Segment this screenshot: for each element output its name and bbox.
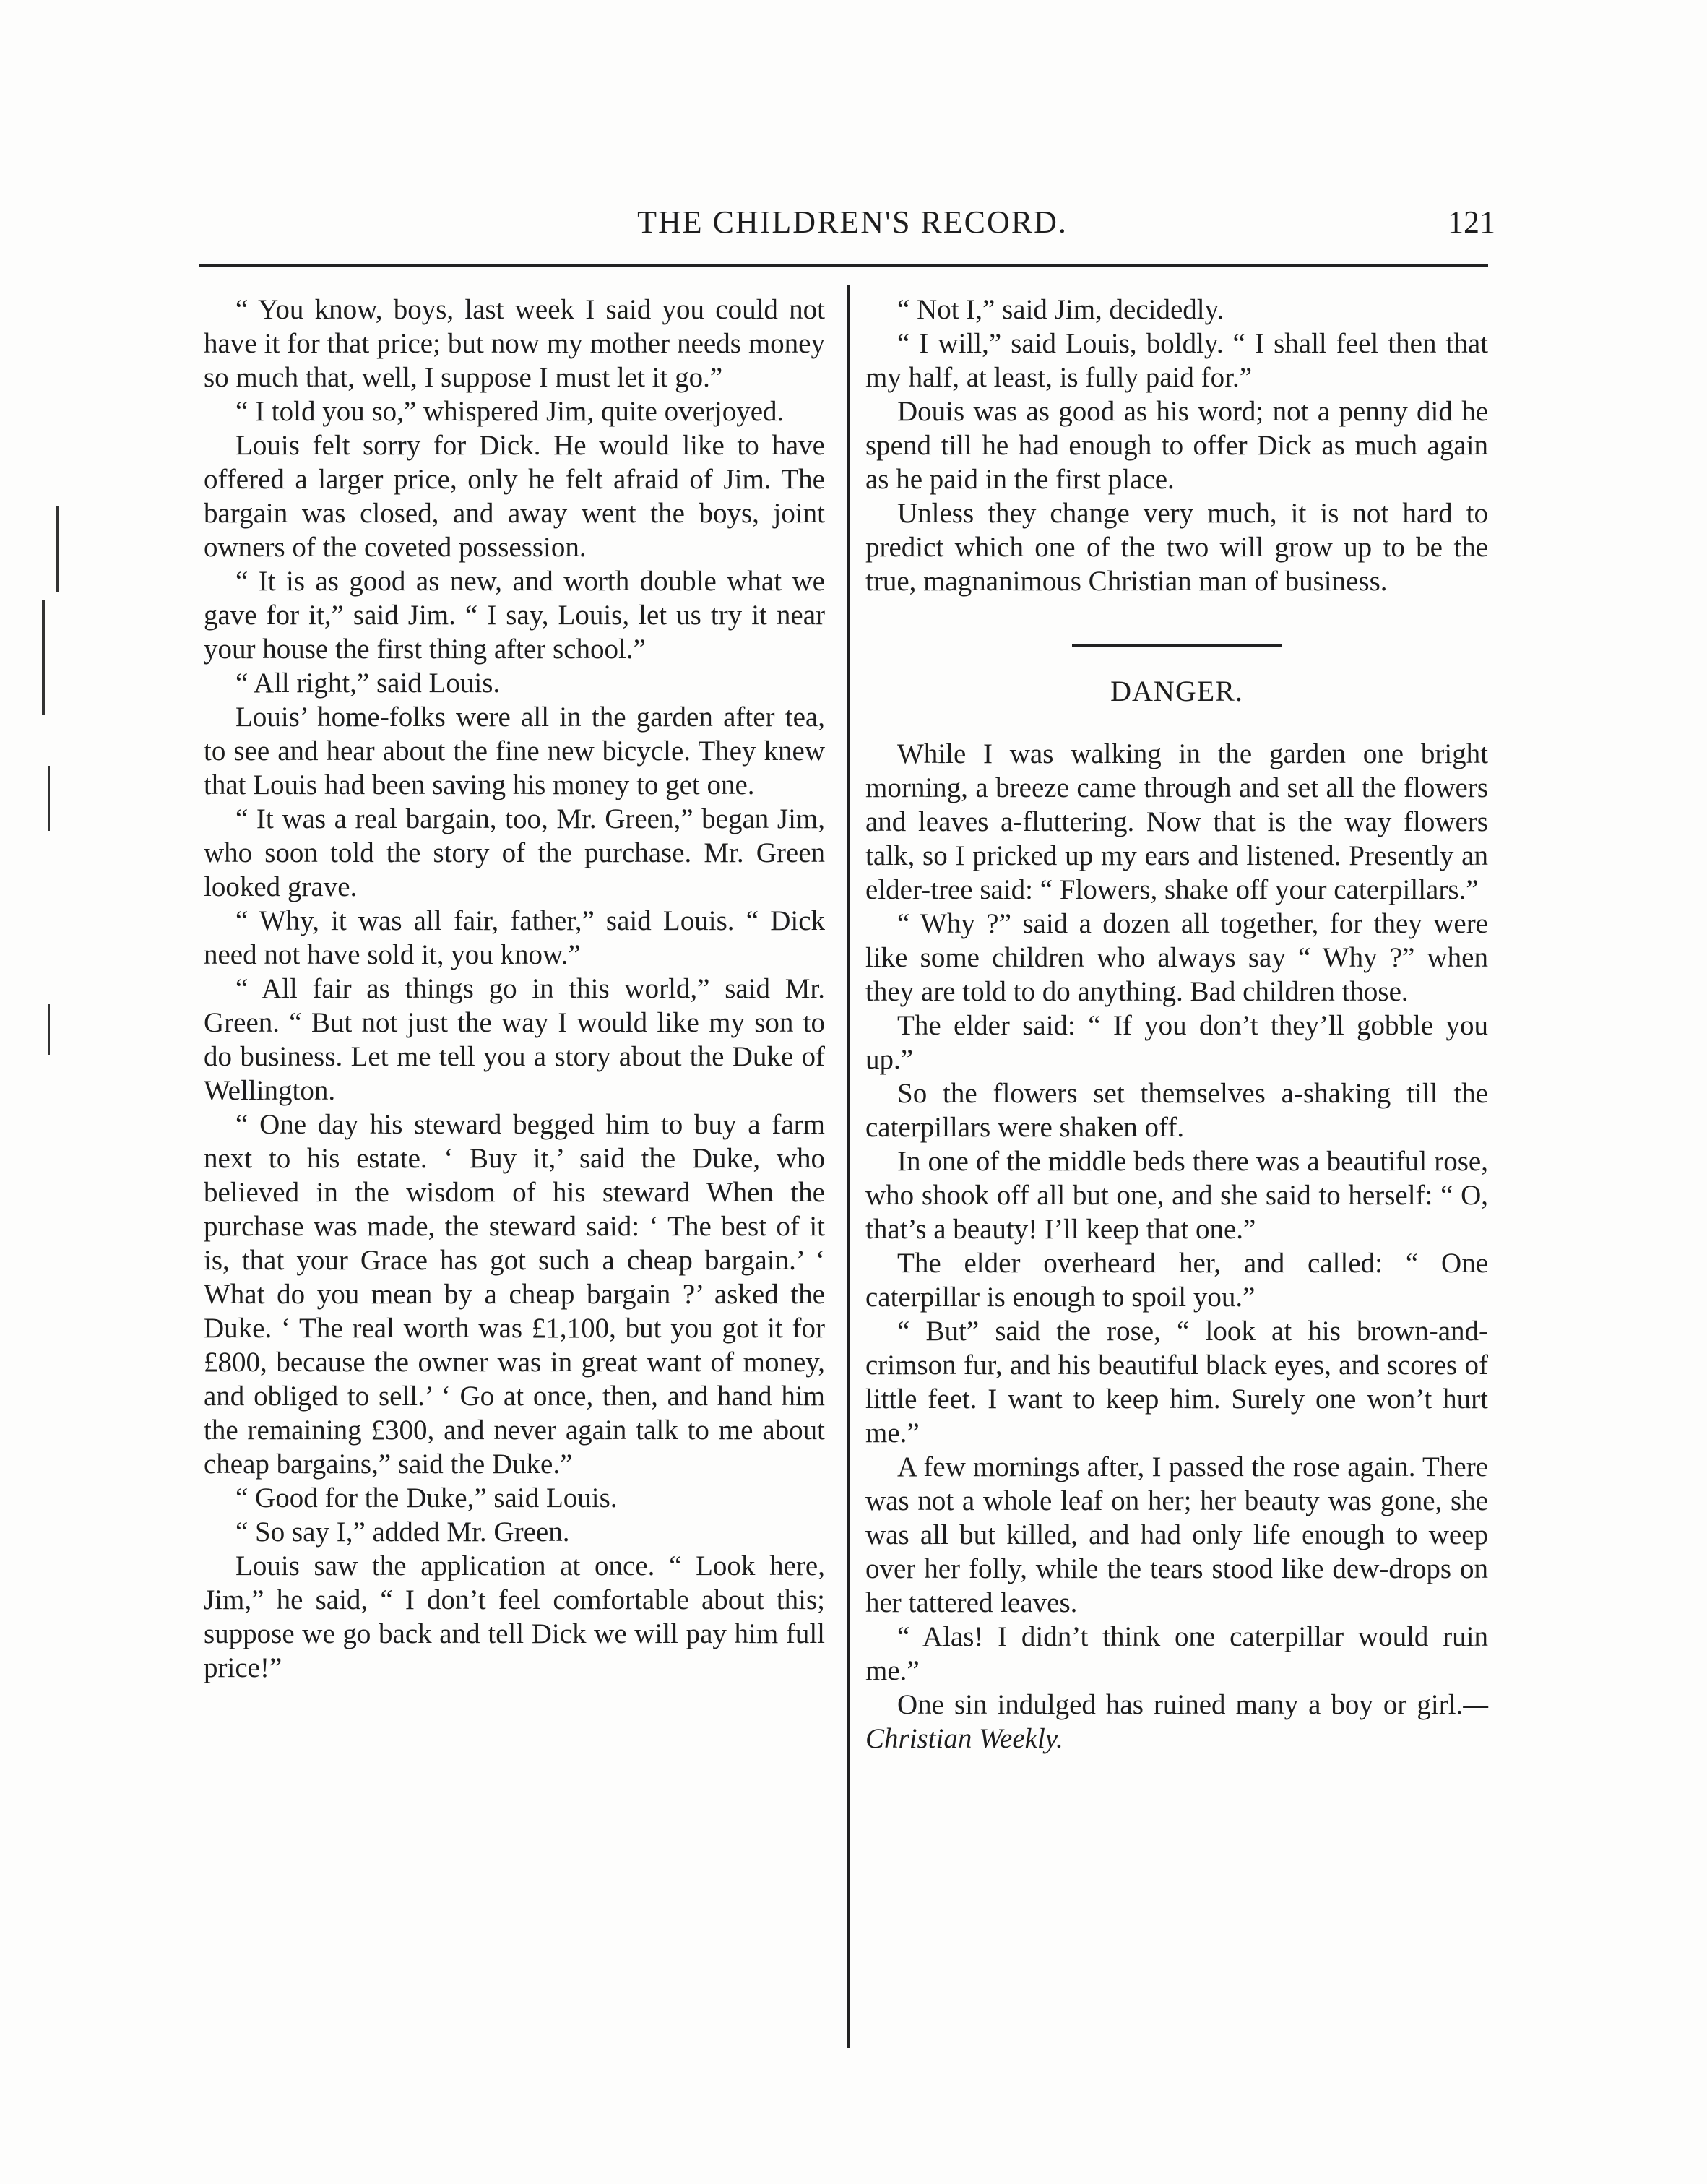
running-header-title: THE CHILDREN'S RECORD. — [637, 204, 1068, 240]
paragraph: “ Good for the Duke,” said Louis. — [235, 1482, 618, 1514]
paragraph: “ I told you so,” whispered Jim, quite overjoyed. — [235, 396, 785, 427]
margin-mark — [42, 600, 45, 715]
paragraph: Douis was as good as his word; not a penny did he spend till he had enough to offer Dick as much again as he paid in the first place. — [865, 396, 1488, 495]
paragraph: “ It is as good as new, and worth double what we gave for it,” said Jim. “ I say, Louis, let us try it near your house the first thing after school.” — [204, 566, 825, 665]
closing-text: One sin indulged has ruined many a boy or girl. — [897, 1689, 1464, 1720]
section-divider — [1072, 644, 1282, 647]
paragraph: “ You know, boys, last week I said you could not have it for that price; but now my mother needs money so much that, well, I suppose I must let it go.” — [204, 294, 825, 393]
paragraph: “ Why, it was all fair, father,” said Louis. “ Dick need not have sold it, you know.” — [204, 905, 825, 970]
margin-mark — [48, 766, 50, 831]
paragraph: Unless they change very much, it is not hard to predict which one of the two will grow up to be the true, magnanimous Christian man of business. — [865, 498, 1488, 597]
paragraph: In one of the middle beds there was a beautiful rose, who shook off all but one, and she said to herself: “ O, that’s a beauty! I’ll keep that one.” — [865, 1146, 1488, 1245]
paragraph: “ Not I,” said Jim, decidedly. — [897, 294, 1224, 325]
paragraph: “ But” said the rose, “ look at his brown-and-crimson fur, and his beautiful black eyes, and scores of little feet. I want to keep him. Surely one won’t hurt me.” — [865, 1316, 1488, 1449]
closing-paragraph — [865, 1688, 1488, 1756]
section-title: DANGER. — [1110, 675, 1243, 707]
margin-mark — [48, 1004, 50, 1055]
paragraph: “ So say I,” added Mr. Green. — [235, 1516, 570, 1548]
paragraph: A few mornings after, I passed the rose again. There was not a whole leaf on her; her beauty was gone, she was all but killed, and had only life enough to weep over her folly, while the tears stood like dew-drops on her tattered leaves. — [865, 1451, 1488, 1618]
source-credit: — Christian Weekly. — [865, 1689, 1488, 1754]
paragraph: While I was walking in the garden one bright morning, a breeze came through and set all the flowers and leaves a-fluttering. Now that is the way flowers talk, so I pricked up my ears and listened. Presently an elder-tree said: “ Flowers, shake off your caterpillars.” — [865, 738, 1488, 905]
left-column — [204, 293, 825, 1685]
paragraph: “ One day his steward begged him to buy a farm next to his estate. ‘ Buy it,’ said the Duke, who believed in the wisdom of his steward When the purchase was made, the steward said: ‘ The best of it is, that your Grace has got such a cheap bargain.’ ‘ What do you mean by a cheap bargain ?’ asked the Duke. ‘ The real worth was £1,100, but you got it for £800, because the owner was in great want of money, and obliged to sell.’ ‘ Go at once, then, and hand him the remaining £300, and never again talk to me about cheap bargains,” said the Duke.” — [204, 1109, 825, 1480]
paragraph: Louis saw the application at once. “ Look here, Jim,” he said, “ I don’t feel comfortable about this; suppose we go back and tell Dick we will pay him full price!” — [204, 1550, 825, 1683]
paragraph: Louis’ home-folks were all in the garden after tea, to see and hear about the fine new bicycle. They knew that Louis had been saving his money to get one. — [204, 702, 825, 800]
paragraph: The elder said: “ If you don’t they’ll gobble you up.” — [865, 1010, 1488, 1075]
paragraph: So the flowers set themselves a-shaking till the caterpillars were shaken off. — [865, 1078, 1488, 1143]
paragraph: “ It was a real bargain, too, Mr. Green,” began Jim, who soon told the story of the purchase. Mr. Green looked grave. — [204, 803, 825, 902]
margin-mark — [56, 506, 59, 592]
right-column — [865, 293, 1488, 1756]
header-rule — [199, 264, 1488, 267]
paragraph: “ All right,” said Louis. — [235, 668, 501, 699]
paragraph: “ Alas! I didn’t think one caterpillar would ruin me.” — [865, 1621, 1488, 1686]
paragraph: “ All fair as things go in this world,” said Mr. Green. “ But not just the way I would like my son to do business. Let me tell you a story about the Duke of Wellington. — [204, 973, 825, 1106]
paragraph: “ I will,” said Louis, boldly. “ I shall feel then that my half, at least, is fully paid for.” — [865, 328, 1488, 393]
paragraph: “ Why ?” said a dozen all together, for they were like some children who always say “ Why ?” when they are told to do anything. Bad children those. — [865, 908, 1488, 1007]
column-divider — [847, 285, 850, 2048]
page-number: 121 — [1448, 204, 1495, 240]
paragraph: The elder overheard her, and called: “ One caterpillar is enough to spoil you.” — [865, 1248, 1488, 1313]
paragraph: Louis felt sorry for Dick. He would like to have offered a larger price, only he felt afraid of Jim. The bargain was closed, and away went the boys, joint owners of the coveted possession. — [204, 430, 825, 563]
